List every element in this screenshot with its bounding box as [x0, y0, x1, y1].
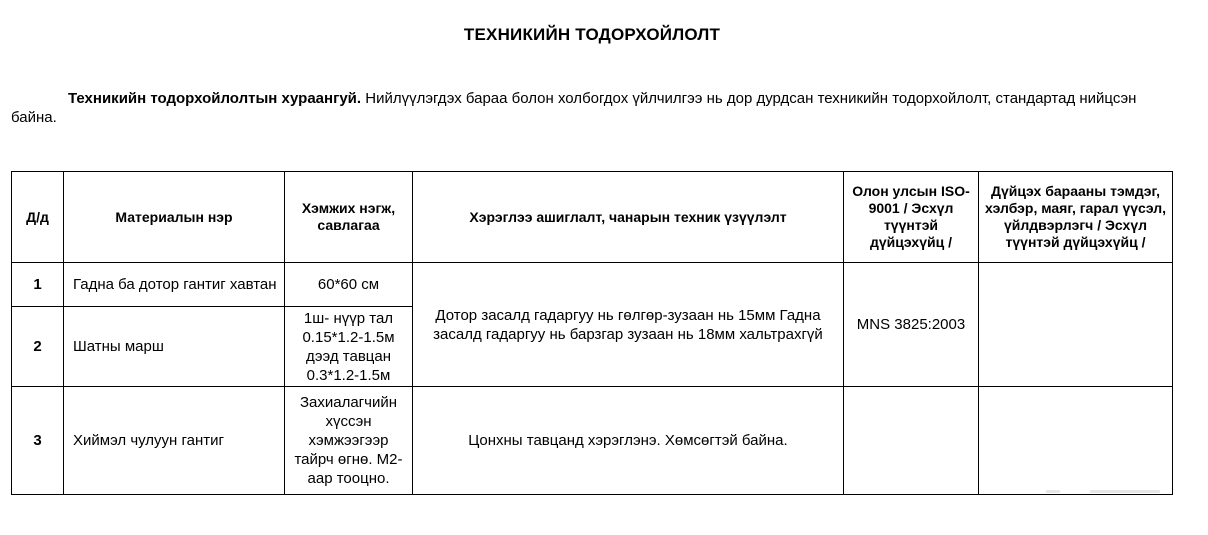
- row-num: 2: [12, 307, 64, 387]
- row-equiv: [979, 387, 1173, 495]
- intro-lead: Техникийн тодорхойлолтын хураангуй.: [68, 90, 362, 107]
- faded-artifact: [1040, 486, 1172, 496]
- row-unit: 60*60 см: [285, 263, 413, 307]
- header-equiv: Дүйцэх барааны тэмдэг, хэлбэр, маяг, гарал үүсэл, үйлдвэрлэгч / Эсхүл түүнтэй дүйцэхүйц /: [979, 172, 1173, 263]
- header-use: Хэрэглээ ашиглалт, чанарын техник үзүүлэлт: [413, 172, 844, 263]
- row-name: Шатны марш: [64, 307, 285, 387]
- row-iso: [844, 387, 979, 495]
- row-num: 1: [12, 263, 64, 307]
- table-row: [12, 387, 1173, 495]
- header-iso: Олон улсын ISO-9001 / Эсхүл түүнтэй дүйцэхүйц /: [844, 172, 979, 263]
- row-unit: 1ш- нүүр тал 0.15*1.2-1.5м дээд тавцан 0.3*1.2-1.5м: [285, 307, 413, 387]
- document-title: ТЕХНИКИЙН ТОДОРХОЙЛОЛТ: [463, 25, 721, 44]
- row-unit: Захиалагчийн хүссэн хэмжээгээр тайрч өгнө. М2-аар тооцно.: [285, 387, 413, 495]
- row-use-merged: Дотор засалд гадаргуу нь гөлгөр-зузаан нь 15мм Гадна засалд гадаргуу нь барзгар зузаан нь 18мм хальтрахгүй: [413, 263, 844, 387]
- header-row: [12, 172, 1173, 263]
- spec-table: [11, 171, 1173, 495]
- row-use: Цонхны тавцанд хэрэглэнэ. Хөмсөгтэй байна.: [413, 387, 844, 495]
- row-name: Хиймэл чулуун гантиг: [64, 387, 285, 495]
- header-num: Д/д: [12, 172, 64, 263]
- row-iso-merged: MNS 3825:2003: [844, 263, 979, 387]
- row-equiv-merged: [979, 263, 1173, 387]
- header-unit: Хэмжих нэгж, савлагаа: [285, 172, 413, 263]
- row-num: 3: [12, 387, 64, 495]
- intro-paragraph: [11, 89, 1181, 127]
- table-row: [12, 263, 1173, 307]
- header-name: Материалын нэр: [64, 172, 285, 263]
- row-name: Гадна ба дотор гантиг хавтан: [64, 263, 285, 307]
- intro-text: Нийлүүлэгдэх бараа болон холбогдох үйлчилгээ нь дор дурдсан техникийн тодорхойлолт, стандартад нийцсэн байна.: [11, 90, 1137, 126]
